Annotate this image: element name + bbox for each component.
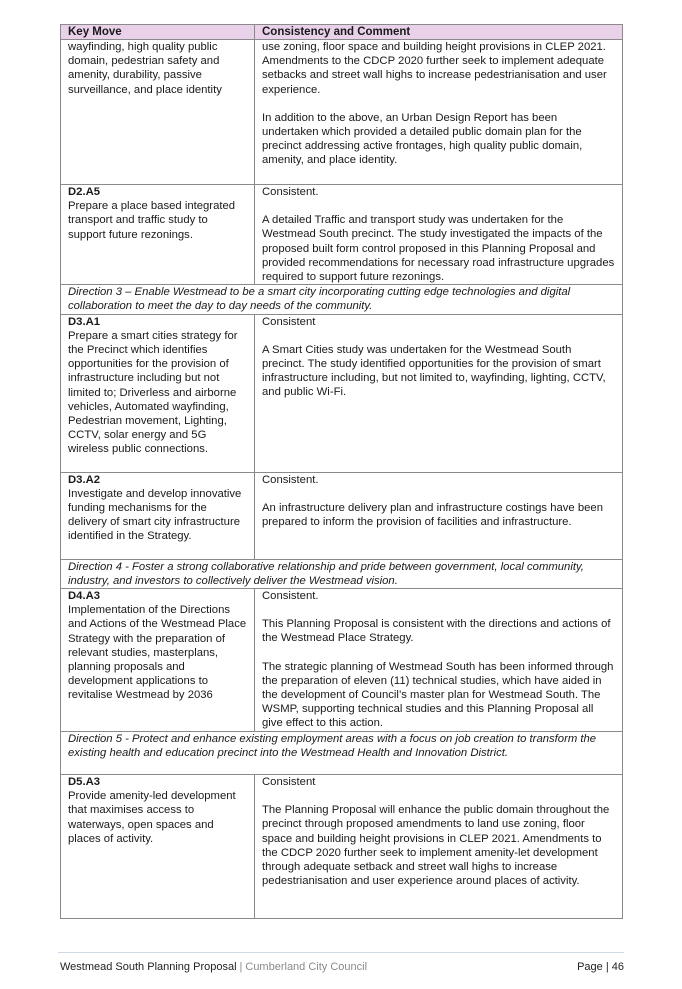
- footer-left: [60, 961, 367, 973]
- direction-row: [61, 559, 623, 588]
- table-row: [61, 314, 623, 472]
- comment-cell: [255, 775, 623, 919]
- comment-cell: [255, 314, 623, 472]
- direction-heading: Direction 5 - Protect and enhance existing employment areas with a focus on job creation to transform the existing health and education precinct into the Westmead Health and Innovation District.: [61, 732, 623, 775]
- action-code: D3.A2: [68, 473, 101, 486]
- key-move-cell: [61, 775, 255, 919]
- comment-text: An infrastructure delivery plan and infrastructure costings have been prepared to inform the provision of facilities and infrastructure.: [262, 501, 603, 529]
- key-move-text: Implementation of the Directions and Actions of the Westmead Place Strategy with the preparation of relevant studies, masterplans, planning proposals and development applications to revitalise Westmead by 2036: [68, 604, 247, 702]
- comment-text: use zoning, floor space and building height provisions in CLEP 2021. Amendments to the CDCP 2020 further seek to implement adequate setbacks and street wall highs to increase pedestrianisation and user experience.: [262, 41, 607, 96]
- council-name: Cumberland City Council: [245, 961, 368, 973]
- action-code: D5.A3: [68, 776, 101, 789]
- comment-text: A Smart Cities study was undertaken for the Westmead South precinct. The study identified opportunities for the provision of smart infrastructure including, but not limited to, wayfinding, lighting, CCTV, and public Wi-Fi.: [262, 343, 606, 399]
- direction-row: [61, 285, 623, 314]
- footer-divider: [58, 952, 624, 953]
- consistency-status: Consistent: [262, 315, 316, 328]
- consistency-status: Consistent: [262, 776, 316, 789]
- page-number: Page | 46: [577, 961, 624, 973]
- action-code: D3.A1: [68, 315, 101, 328]
- table-row: [61, 775, 623, 919]
- comment-text: The Planning Proposal will enhance the public domain throughout the precinct through proposed amendments to land use zoning, floor space and building height provisions in CLEP 2021. Amendments to the CDCP 2020 further seek to implement amenity-let development through adequate setback and street wall highs to increase pedestrianisation and user experience around places of activity.: [262, 804, 610, 888]
- direction-heading: Direction 3 – Enable Westmead to be a smart city incorporating cutting edge technologies and digital collaboration to meet the day to day needs of the community.: [61, 285, 623, 314]
- table-row: [61, 472, 623, 559]
- header-consistency-comment: Consistency and Comment: [255, 25, 623, 40]
- table-header: [61, 25, 623, 40]
- table-row: [61, 40, 623, 185]
- comment-text: This Planning Proposal is consistent with the directions and actions of the Westmead Place Strategy.: [262, 618, 611, 645]
- action-code: D4.A3: [68, 590, 101, 603]
- header-row: [61, 25, 623, 40]
- document-title: Westmead South Planning Proposal: [60, 961, 237, 973]
- key-move-text: Prepare a place based integrated transport and traffic study to support future rezonings.: [68, 200, 236, 241]
- comment-cell: [255, 589, 623, 732]
- key-move-text: Provide amenity-led development that maximises access to waterways, open spaces and places of activity.: [68, 790, 236, 845]
- comment-text: In addition to the above, an Urban Design Report has been undertaken which provided a detailed public domain plan for the precinct addressing active frontages, high quality public domain, amenity, and place identity.: [262, 111, 583, 167]
- table-row: [61, 185, 623, 285]
- key-move-cell: [61, 314, 255, 472]
- direction-row: [61, 732, 623, 775]
- key-move-text: Prepare a smart cities strategy for the Precinct which identifies opportunities for the provision of infrastructure including but not limited to; Driverless and airborne vehicles, Automated wayfinding, Pedestrian movement, Lighting, CCTV, solar energy and 5G wireless public connections.: [68, 329, 238, 456]
- key-move-cell: [61, 40, 255, 185]
- direction-heading: Direction 4 - Foster a strong collaborative relationship and pride between government, local community, industry, and investors to collectively deliver the Westmead vision.: [61, 559, 623, 588]
- key-moves-table: [60, 24, 623, 919]
- comment-cell: [255, 472, 623, 559]
- comment-cell: [255, 40, 623, 185]
- consistency-status: Consistent.: [262, 473, 319, 486]
- footer-separator: |: [239, 961, 243, 973]
- comment-text: A detailed Traffic and transport study was undertaken for the Westmead South precinct. The study investigated the impacts of the proposed built form control proposed in this Planning Proposal and provided recommendations for necessary road infrastructure upgrades required to support future rezonings.: [262, 214, 615, 284]
- consistency-status: Consistent.: [262, 186, 319, 198]
- key-move-text: Investigate and develop innovative funding mechanisms for the delivery of smart city infrastructure identified in the Strategy.: [68, 487, 242, 543]
- consistency-status: Consistent.: [262, 590, 319, 603]
- key-move-cell: [61, 472, 255, 559]
- key-move-cell: [61, 589, 255, 732]
- comment-text: The strategic planning of Westmead South has been informed through the preparation of eleven (11) technical studies, which have aided in the development of Council’s master plan for Westmead South. The WSMP, supporting technical studies and this Planning Proposal all give effect to this action.: [262, 660, 614, 730]
- comment-cell: [255, 185, 623, 285]
- action-code: D2.A5: [68, 186, 101, 198]
- key-move-cell: [61, 185, 255, 285]
- header-key-move: Key Move: [61, 25, 255, 40]
- key-move-text: wayfinding, high quality public domain, pedestrian safety and amenity, durability, passive surveillance, and place identity: [68, 41, 222, 96]
- table-row: [61, 589, 623, 732]
